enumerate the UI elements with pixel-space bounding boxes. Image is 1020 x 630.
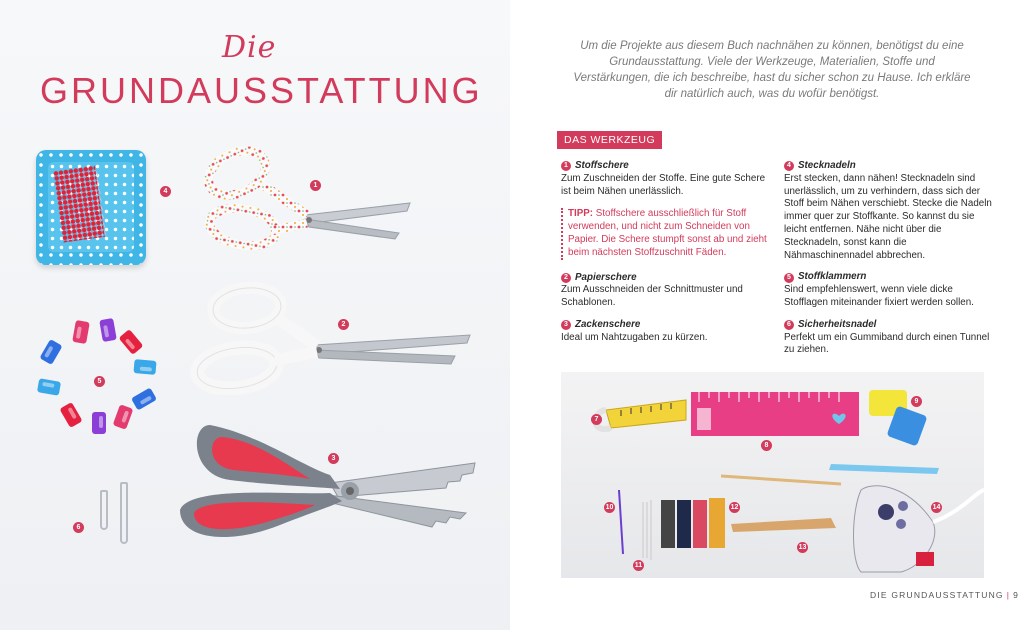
entry-text: Ideal um Nahtzugaben zu kürzen. — [561, 331, 708, 343]
entry-sicherheitsnadel — [784, 319, 996, 357]
entry-text: Sind empfehlenswert, wenn viele dicke Stofflagen miteinander fixiert werden sollen. — [784, 284, 974, 308]
marker-10: 10 — [605, 504, 614, 511]
tools-photo — [561, 372, 984, 578]
clip-lightblue-2 — [37, 378, 61, 396]
entry-title: Papierschere — [575, 271, 637, 283]
fabric-scissors-image — [185, 145, 415, 255]
entry-text: Perfekt um ein Gummiband durch einen Tunnel zu ziehen. — [784, 331, 990, 356]
entry-zackenschere — [561, 319, 773, 345]
entry-title: Sicherheitsnadel — [798, 318, 877, 330]
entry-number: 1 — [561, 161, 571, 171]
column-right — [784, 160, 996, 366]
entry-number: 5 — [784, 273, 794, 283]
marker-4: 4 — [160, 186, 171, 197]
entry-text: Erst stecken, dann nähen! Stecknadeln sind unerlässlich, um zu verhindern, dass sich der Stoff beim Nähen verschiebt. Stecke die Nadeln immer quer zur Stoffkante. So kannst du sie leicht entfernen. Nähe nicht über die Stecknadeln, sonst kann die Nähmaschinennadel abbrechen. — [784, 172, 992, 261]
marker-11: 11 — [634, 562, 643, 569]
tip-label: TIPP: — [568, 208, 594, 220]
clip-blue — [39, 339, 62, 365]
marker-8: 8 — [761, 440, 772, 451]
footer-label: DIE GRUNDAUSSTATTUNG — [870, 590, 1004, 600]
clip-pink-2 — [113, 404, 134, 429]
marker-6: 6 — [73, 522, 84, 533]
clip-lightblue — [133, 359, 156, 375]
entry-papierschere — [561, 272, 773, 310]
tip-text: Stoffschere ausschließlich für Stoff verwenden, und nicht zum Schneiden von Papier. Die Schere stumpft sonst ab und zieht beim nächsten Stoffzuschnitt Fäden. — [568, 208, 767, 258]
entry-title: Stoffklammern — [798, 271, 867, 283]
safety-pin-small — [100, 490, 108, 530]
entry-title: Stoffschere — [575, 160, 629, 171]
page-footer — [870, 590, 1019, 600]
intro-text: Um die Projekte aus diesem Buch nachnähen zu können, benötigst du eine Grundausstattung. Viele der Werkzeuge, Materialien, Stoffe und Verstärkungen, die ich beschreibe, hast du sicher schon zu Hause. Ich erkläre dir natürlich auch, was du wofür benötigst. — [573, 40, 971, 100]
marker-7: 7 — [591, 414, 602, 425]
section-title: DAS WERKZEUG — [557, 131, 662, 149]
clip-pink — [72, 320, 90, 344]
entry-text: Zum Ausschneiden der Schnittmuster und Schablonen. — [561, 284, 743, 309]
page-number: 9 — [1013, 590, 1020, 600]
entry-stoffschere — [561, 160, 773, 198]
footer-separator: | — [1006, 590, 1011, 600]
entry-title: Stecknadeln — [798, 160, 856, 171]
title-script: Die — [222, 30, 277, 65]
entry-title: Zackenschere — [575, 318, 641, 330]
safety-pin-large — [120, 482, 128, 544]
page-title: GRUNDAUSSTATTUNG — [40, 70, 483, 111]
entry-number: 4 — [784, 161, 794, 171]
marker-12: 12 — [730, 504, 739, 511]
marker-9: 9 — [911, 396, 922, 407]
clip-red — [119, 329, 144, 355]
entry-number: 2 — [561, 273, 571, 283]
clip-red-2 — [59, 402, 82, 428]
marker-1: 1 — [310, 180, 321, 191]
marker-13: 13 — [798, 544, 807, 551]
clip-purple-2 — [92, 412, 106, 434]
marker-14: 14 — [932, 504, 941, 511]
clip-purple — [99, 318, 117, 342]
right-page — [510, 0, 1020, 630]
pinking-shears-image — [170, 415, 480, 555]
paper-scissors-image — [185, 280, 475, 395]
entry-text: Zum Zuschneiden der Stoffe. Eine gute Schere ist beim Nähen unerlässlich. — [561, 172, 766, 197]
clip-blue-2 — [131, 387, 157, 410]
column-left — [561, 160, 773, 354]
pin-box-image — [36, 150, 146, 265]
tip-box — [561, 208, 773, 259]
entry-stecknadeln — [784, 160, 996, 262]
marker-2: 2 — [338, 319, 349, 330]
marker-5: 5 — [94, 376, 105, 387]
entry-stoffklammern — [784, 271, 996, 309]
marker-3: 3 — [328, 453, 339, 464]
entry-number: 3 — [561, 320, 571, 330]
entry-number: 6 — [784, 320, 794, 330]
